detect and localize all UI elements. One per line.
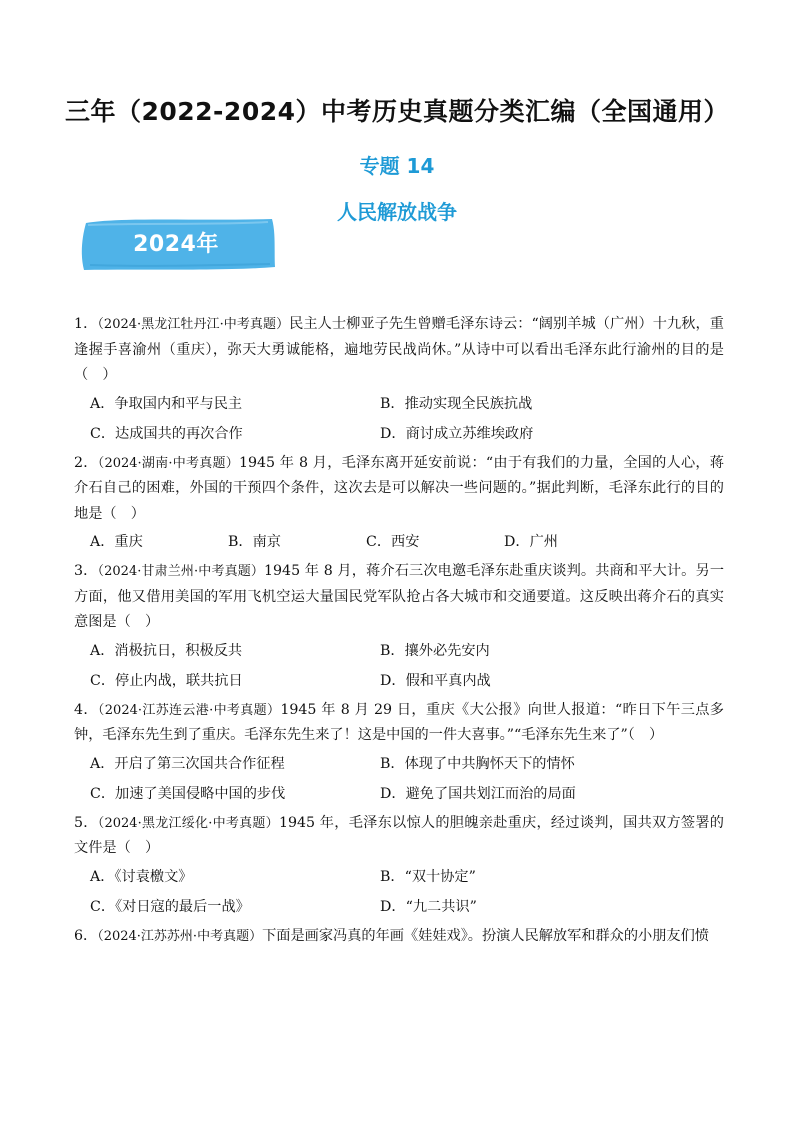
option-a[interactable]: A．开启了第三次国共合作征程	[90, 755, 285, 772]
option-group	[74, 527, 724, 557]
question-source: （2024·江苏苏州·中考真题）	[97, 928, 263, 944]
question-number: 5．	[74, 814, 98, 831]
option-d[interactable]: D．假和平真内战	[380, 672, 491, 689]
year-label: 2024年	[133, 232, 219, 257]
option-d[interactable]: D．避免了国共划江而治的局面	[380, 785, 576, 802]
question-stem	[74, 698, 724, 749]
question-list	[74, 312, 724, 949]
option-d[interactable]: D．商讨成立苏维埃政府	[380, 425, 534, 442]
question-number: 3．	[74, 563, 98, 579]
option-d[interactable]: D．广州	[504, 534, 558, 550]
question-number: 4．	[74, 701, 98, 718]
question-stem	[74, 451, 724, 528]
topic-number: 专题 14	[359, 154, 435, 178]
question-number: 6．	[74, 927, 98, 944]
option-c[interactable]: C．西安	[366, 534, 420, 550]
option-b[interactable]: B．推动实现全民族抗战	[380, 395, 533, 412]
question-text: 1945 年 8 月，蒋介石三次电邀毛泽东赴重庆谈判。共商和平大计。另一方面，他又借用美国的军用飞机空运大量国民党军队抢占各大城市和交通要道。这反映出蒋介石的真实意图是（ ）	[74, 563, 725, 630]
option-c[interactable]: C．达成国共的再次合作	[90, 425, 243, 442]
question-text: 下面是画家冯真的年画《娃娃戏》。扮演人民解放军和群众的小朋友们愤	[262, 927, 709, 944]
option-b[interactable]: B．南京	[228, 534, 281, 550]
question-text: 1945 年 8 月，毛泽东离开延安前说：“由于有我们的力量，全国的人心，蒋介石自己的困难，外国的干预四个条件，这次去是可以解决一些问题的。”据此判断，毛泽东此行的目的地是（ ）	[74, 454, 724, 522]
question-text: 1945 年 8 月 29 日，重庆《大公报》向世人报道：“昨日下午三点多钟，毛泽东先生到了重庆。毛泽东先生来了！这是中国的一件大喜事。”“毛泽东先生来了”（ ）	[74, 701, 724, 743]
question-source: （2024·湖南·中考真题）	[97, 455, 239, 471]
question-stem	[74, 559, 724, 636]
option-c[interactable]: C．加速了美国侵略中国的步伐	[90, 785, 286, 802]
question-source: （2024·江苏连云港·中考真题）	[97, 702, 281, 718]
option-c[interactable]: C．停止内战，联共抗日	[90, 672, 243, 689]
question-source: （2024·黑龙江绥化·中考真题）	[97, 815, 279, 831]
option-group	[74, 389, 724, 449]
question-number: 1．	[74, 316, 98, 332]
option-b[interactable]: B．体现了中共胸怀天下的情怀	[380, 755, 575, 772]
question-text: 民主人士柳亚子先生曾赠毛泽东诗云：“阔别羊城（广州）十九秋，重逢握手喜渝州（重庆），弥天大勇诚能格，遍地劳民战尚休。”从诗中可以看出毛泽东此行渝州的目的是（ ）	[74, 316, 724, 383]
question-stem	[74, 312, 724, 389]
option-group	[74, 636, 724, 696]
option-group	[74, 749, 724, 809]
question-3	[74, 559, 724, 696]
question-source: （2024·黑龙江牡丹江·中考真题）	[97, 317, 290, 332]
question-6	[74, 924, 724, 950]
question-4	[74, 698, 724, 809]
option-b[interactable]: B．“双十协定”	[380, 868, 476, 885]
option-a[interactable]: A．消极抗日，积极反共	[90, 642, 243, 659]
option-a[interactable]: A．《讨袁檄文》	[90, 868, 193, 885]
question-stem	[74, 924, 724, 950]
option-group	[74, 862, 724, 922]
option-a[interactable]: A．重庆	[90, 534, 143, 550]
year-section-badge	[78, 215, 278, 273]
question-2	[74, 451, 724, 558]
option-a[interactable]: A．争取国内和平与民主	[90, 395, 243, 412]
option-d[interactable]: D．“九二共识”	[380, 898, 477, 915]
question-number: 2．	[74, 454, 98, 471]
option-b[interactable]: B．攘外必先安内	[380, 642, 490, 659]
question-1	[74, 312, 724, 449]
question-stem	[74, 811, 724, 862]
topic-title: 人民解放战争	[337, 200, 457, 224]
question-5	[74, 811, 724, 922]
question-text: 1945 年，毛泽东以惊人的胆魄亲赴重庆，经过谈判，国共双方签署的文件是（ ）	[74, 814, 724, 856]
document-title: 三年（2022-2024）中考历史真题分类汇编（全国通用）	[64, 97, 730, 126]
option-c[interactable]: C．《对日寇的最后一战》	[90, 898, 250, 915]
question-source: （2024·甘肃兰州·中考真题）	[97, 564, 264, 579]
